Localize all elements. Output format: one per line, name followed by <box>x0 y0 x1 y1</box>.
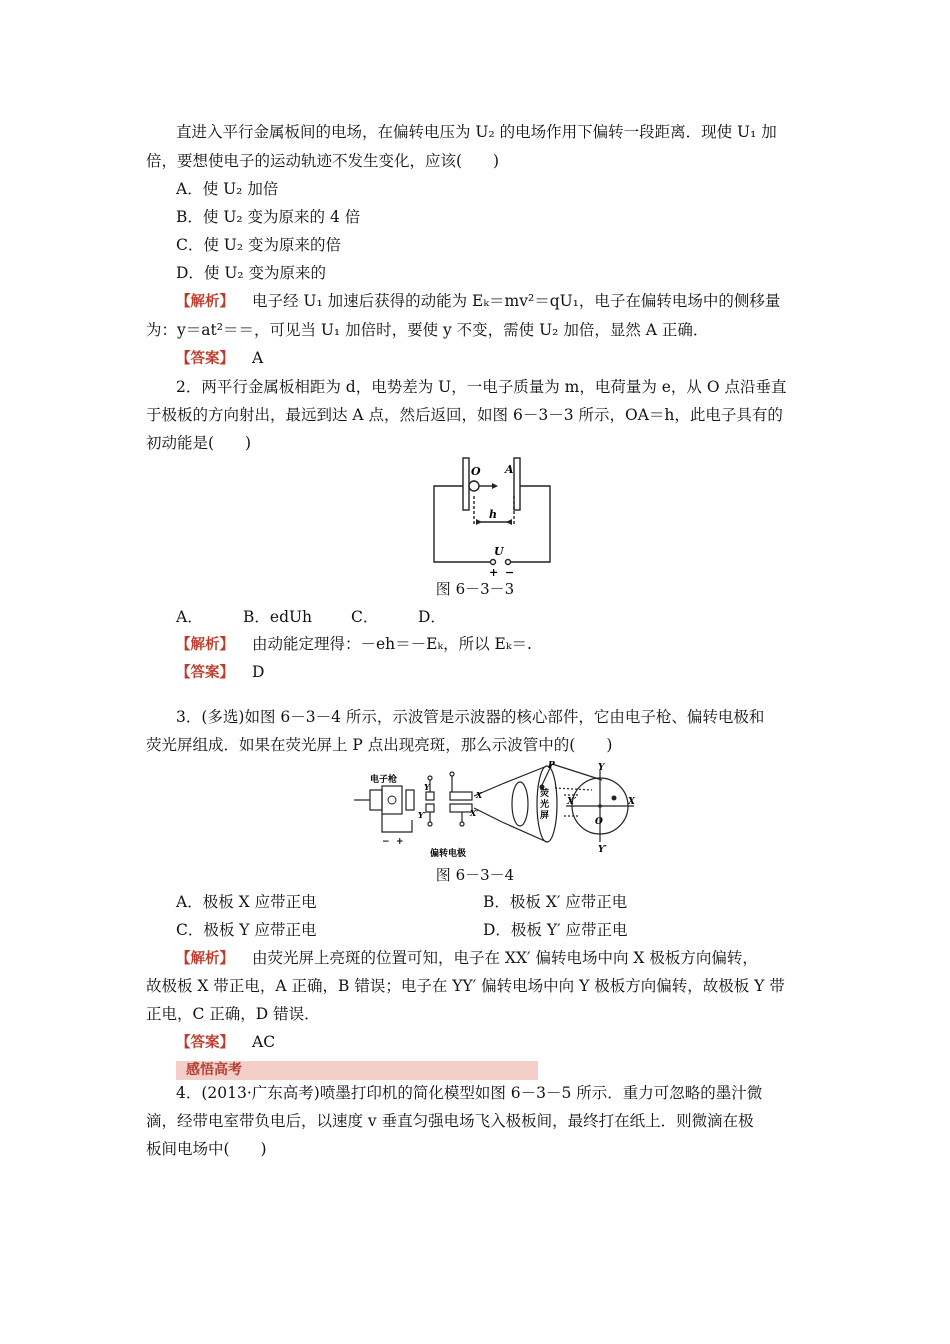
figure-6-3-4 <box>352 760 638 860</box>
fig4-label-y-prime: Y′ <box>598 845 607 855</box>
fig4-label-x: X <box>628 797 635 807</box>
fig4-gun-label: 电子枪 <box>370 775 398 785</box>
analysis-tag: 【解析】 <box>176 951 234 967</box>
q3-option-d: D．极板 Y′ 应带正电 <box>483 921 628 939</box>
fig4-plate-x-prime: X′ <box>470 808 479 818</box>
section-title: 感悟高考 <box>186 1062 242 1078</box>
q2-option-c: C． <box>351 608 379 626</box>
q4-stem-line3: 板间电场中( ) <box>146 1140 267 1158</box>
answer-tag: 【答案】 <box>176 1035 234 1051</box>
q1-stem-line1: 直进入平行金属板间的电场，在偏转电压为 U₂ 的电场作用下偏转一段距离．现使 U₁ 加 <box>176 123 777 141</box>
q2-stem-line2: 于极板的方向射出，最远到达 A 点，然后返回，如图 6－3－3 所示，OA＝h，此电子具有的 <box>146 406 783 424</box>
fig4-label-o: O <box>595 817 603 827</box>
q1-stem-line2: 倍，要想使电子的运动轨迹不发生变化，应该( ) <box>146 152 500 170</box>
answer-tag: 【答案】 <box>176 351 234 367</box>
q1-option-c: C．使 U₂ 变为原来的倍 <box>176 236 341 254</box>
q2-answer: 【答案】 D <box>176 663 265 681</box>
caption-6-3-3: 图 6－3－3 <box>435 580 515 598</box>
fig3-label-h: h <box>489 508 497 521</box>
fig4-label-y: Y <box>598 763 605 773</box>
fig3-label-plus: + <box>489 566 499 576</box>
q3-stem-line2: 荧光屏组成．如果在荧光屏上 P 点出现亮斑，那么示波管中的( ) <box>146 736 613 754</box>
q3-option-c: C．极板 Y 应带正电 <box>176 921 317 939</box>
analysis-tag: 【解析】 <box>176 294 234 310</box>
q3-analysis-line2: 故极板 X 带正电，A 正确，B 错误；电子在 YY′ 偏转电场中向 Y 极板方向偏转，故极板 Y 带 <box>146 977 785 995</box>
q2-option-a: A． <box>176 608 203 626</box>
fig4-label-p: P <box>548 761 555 771</box>
fig4-plate-x: X <box>476 790 483 800</box>
q3-stem-line1: 3．(多选)如图 6－3－4 所示，示波管是示波器的核心部件，它由电子枪、偏转电极和 <box>176 708 765 726</box>
q2-stem-line3: 初动能是( ) <box>146 434 252 452</box>
q1-analysis-line2: 为：y＝at²＝＝，可见当 U₁ 加倍时，要使 y 不变，需使 U₂ 加倍，显然 A 正确． <box>146 321 709 339</box>
fig4-plate-y: Y <box>424 782 430 792</box>
q1-analysis-line1: 【解析】 电子经 U₁ 加速后获得的动能为 Eₖ＝mv²＝qU₁，电子在偏转电场中的侧移量 <box>176 292 781 310</box>
fig4-deflect-label: 偏转电极 <box>430 849 467 859</box>
fig3-label-a: A <box>505 463 514 476</box>
q3-option-a: A．极板 X 应带正电 <box>176 893 317 911</box>
fig3-label-u: U <box>494 545 504 558</box>
fig4-minus: − <box>382 837 390 847</box>
fig4-plus: + <box>396 837 404 847</box>
q4-stem-line1: 4．(2013·广东高考)喷墨打印机的简化模型如图 6－3－5 所示．重力可忽略的墨汁微 <box>176 1084 763 1102</box>
q1-option-a: A．使 U₂ 加倍 <box>176 180 279 198</box>
analysis-tag: 【解析】 <box>176 637 234 653</box>
q4-stem-line2: 滴，经带电室带负电后，以速度 v 垂直匀强电场飞入极板间，最终打在纸上．则微滴在极 <box>146 1112 754 1130</box>
section-header <box>176 1061 538 1080</box>
q2-option-d: D． <box>418 608 446 626</box>
fig4-plate-y-prime: Y′ <box>418 810 426 820</box>
q3-analysis-line1: 【解析】 由荧光屏上亮斑的位置可知，电子在 XX′ 偏转电场中向 X 极板方向偏转， <box>176 949 758 967</box>
fig4-label-x-prime: X′ <box>567 797 577 807</box>
q2-stem-line1: 2．两平行金属板相距为 d，电势差为 U，一电子质量为 m，电荷量为 e，从 O 点沿垂直 <box>176 378 787 396</box>
fig3-label-minus: − <box>505 566 515 576</box>
figure-6-3-3 <box>430 456 556 576</box>
q1-answer: 【答案】 A <box>176 349 264 367</box>
q2-analysis: 【解析】 由动能定理得：－eh＝－Eₖ，所以 Eₖ＝. <box>176 635 532 653</box>
q2-option-b: B．edUh <box>243 608 313 626</box>
answer-tag: 【答案】 <box>176 665 234 681</box>
q3-option-b: B．极板 X′ 应带正电 <box>483 893 628 911</box>
caption-6-3-4: 图 6－3－4 <box>435 866 515 884</box>
fig4-screen-2: 光 <box>540 800 550 810</box>
q3-answer: 【答案】 AC <box>176 1033 276 1051</box>
fig3-label-o: O <box>471 465 481 478</box>
q1-option-d: D．使 U₂ 变为原来的 <box>176 264 327 282</box>
fig4-screen-1: 荧 <box>540 789 550 799</box>
q3-analysis-line3: 正电，C 正确，D 错误． <box>146 1005 320 1023</box>
fig4-screen-3: 屏 <box>540 811 550 821</box>
q1-option-b: B．使 U₂ 变为原来的 4 倍 <box>176 208 361 226</box>
